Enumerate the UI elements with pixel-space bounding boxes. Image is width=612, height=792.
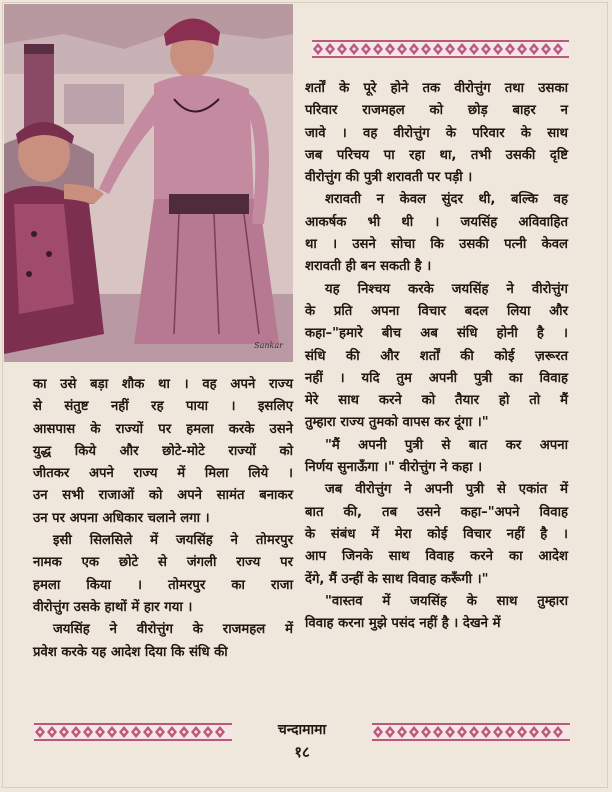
text-line: से संतुष्ट नहीं रह पाया । इसलिए	[33, 399, 293, 415]
text-line: का उसे बड़ा शौक था । वह अपने राज्य	[33, 377, 293, 392]
ornament-dot	[316, 47, 319, 50]
text-line: "मैं अपनी पुत्री से बात कर अपना	[325, 437, 568, 453]
ornament-dot	[352, 47, 355, 50]
ornament-dot	[484, 730, 487, 733]
text-line: वीरोत्तुंग उसके हाथों में हार गया ।	[33, 599, 193, 615]
ornament-dot	[146, 730, 149, 733]
text-line: जावे । वह वीरोत्तुंग के परिवार के साथ	[305, 125, 568, 141]
ornament-dot	[50, 730, 53, 733]
text-line: वीरोत्तुंग की पुत्री शरावती पर पड़ी ।	[305, 170, 473, 186]
text-line: आप जिनके साथ विवाह करने का आदेश	[305, 549, 568, 565]
ornament-dot	[86, 730, 89, 733]
story-text-left-column	[33, 374, 293, 664]
text-line: शरावती ही बन सकती है ।	[305, 259, 432, 275]
ornament-dot	[412, 730, 415, 733]
ornament-dot	[460, 47, 463, 50]
page-number: १८	[294, 743, 310, 761]
ornament-dot	[460, 730, 463, 733]
ornament-pattern-icon	[34, 725, 232, 739]
ornament-dot	[520, 730, 523, 733]
ornament-dot	[74, 730, 77, 733]
ornament-dot	[508, 47, 511, 50]
text-line: के संबंध में मेरा कोई विचार नहीं है ।	[305, 526, 568, 542]
ornament-dot	[556, 47, 559, 50]
text-line: बात की, तब उसने कहा–"अपने विवाह	[305, 504, 568, 520]
text-line: प्रवेश करके यह आदेश दिया कि संधि की	[33, 644, 228, 660]
text-line: के प्रति अपना विचार बदल लिया और	[305, 303, 568, 319]
magazine-title: चन्दामामा	[277, 722, 327, 738]
text-line: था । उसने सोचा कि उसकी पत्नी केवल	[305, 237, 568, 253]
text-line: शरावती न केवल सुंदर थी, बल्कि वह	[325, 192, 568, 208]
text-line: देंगे, मैं उन्हीं के साथ विवाह करूँगी ।"	[305, 571, 489, 587]
text-line: "वास्तव में जयसिंह के साथ तुम्हारा	[325, 593, 568, 609]
text-line: जब वीरोत्तुंग ने अपनी पुत्री से एकांत में	[325, 482, 568, 498]
text-line: नहीं । यदि तुम अपनी पुत्री का विवाह	[305, 370, 568, 386]
ornament-dot	[388, 730, 391, 733]
text-line: तुम्हारा राज्य तुमको वापस कर दूंगा ।"	[305, 415, 489, 431]
ornament-dot	[376, 730, 379, 733]
ornament-dot	[484, 47, 487, 50]
ornament-dot	[376, 47, 379, 50]
ornament-dot	[436, 730, 439, 733]
ornament-dot	[496, 730, 499, 733]
ornament-dot	[436, 47, 439, 50]
illustration-king-and-prince-icon	[4, 4, 293, 362]
ornament-pattern-icon	[372, 725, 570, 739]
ornament-dot	[508, 730, 511, 733]
text-line: शर्तों के पूरे होने तक वीरोत्तुंग तथा उसका	[305, 81, 568, 96]
ornament-dot	[544, 47, 547, 50]
text-line: युद्ध किये और छोटे-मोटे राज्यों को	[33, 443, 293, 459]
ornament-dot	[448, 47, 451, 50]
ornament-dot	[218, 730, 221, 733]
ornament-dot	[472, 730, 475, 733]
text-line: यह निश्चय करके जयसिंह ने वीरोत्तुंग	[325, 281, 568, 297]
ornament-dot	[364, 47, 367, 50]
ornament-dot	[170, 730, 173, 733]
ornament-dot	[556, 730, 559, 733]
ornament-dot	[532, 730, 535, 733]
text-line: जयसिंह ने वीरोत्तुंग के राजमहल में	[53, 622, 293, 638]
ornament-dot	[400, 47, 403, 50]
ornament-dot	[328, 47, 331, 50]
ornament-pattern-icon	[312, 42, 569, 56]
text-line: उन सभी राजाओं को अपने सामंत बनाकर	[33, 488, 293, 504]
text-line: इसी सिलसिले में जयसिंह ने तोमरपुर	[53, 533, 293, 549]
text-line: मेरे साथ करने को तैयार हो तो मैं	[305, 393, 568, 409]
story-text-right-column	[305, 78, 568, 635]
text-line: आकर्षक भी थी । जयसिंह अविवाहित	[305, 214, 568, 230]
artist-signature: Sankar	[254, 341, 283, 350]
text-line: जब परिचय पा रहा था, तभी उसकी दृष्टि	[305, 147, 568, 163]
ornament-dot	[424, 47, 427, 50]
ornament-dot	[544, 730, 547, 733]
decorative-border-bottom-right	[372, 723, 570, 741]
ornament-dot	[98, 730, 101, 733]
decorative-border-bottom-left	[34, 723, 232, 741]
text-line: कहा–"हमारे बीच अब संधि होनी है ।	[305, 326, 568, 342]
ornament-dot	[38, 730, 41, 733]
story-illustration	[4, 4, 293, 362]
ornament-dot	[424, 730, 427, 733]
text-line: नामक एक छोटे से जंगली राज्य पर	[33, 555, 293, 571]
ornament-dot	[520, 47, 523, 50]
ornament-dot	[388, 47, 391, 50]
text-line: हमला किया । तोमरपुर का राजा	[33, 577, 293, 593]
ornament-dot	[496, 47, 499, 50]
ornament-dot	[412, 47, 415, 50]
ornament-dot	[62, 730, 65, 733]
ornament-dot	[158, 730, 161, 733]
ornament-dot	[206, 730, 209, 733]
text-line: निर्णय सुनाऊँगा ।" वीरोत्तुंग ने कहा ।	[305, 460, 483, 476]
text-line: उन पर अपना अधिकार चलाने लगा ।	[33, 510, 210, 526]
ornament-dot	[448, 730, 451, 733]
ornament-dot	[182, 730, 185, 733]
text-line: संधि की और शर्तों की कोई ज़रूरत	[305, 348, 568, 364]
text-line: विवाह करना मुझे पसंद नहीं है । देखने में	[305, 616, 501, 632]
ornament-dot	[340, 47, 343, 50]
ornament-dot	[134, 730, 137, 733]
ornament-dot	[472, 47, 475, 50]
text-line: परिवार राजमहल को छोड़ बाहर न	[305, 103, 568, 119]
ornament-dot	[400, 730, 403, 733]
text-line: आसपास के राज्यों पर हमला करके उसने	[33, 421, 293, 437]
ornament-dot	[122, 730, 125, 733]
decorative-border-top	[312, 40, 569, 58]
text-line: जीतकर अपने राज्य में मिला लिये ।	[33, 466, 293, 482]
ornament-dot	[194, 730, 197, 733]
ornament-dot	[110, 730, 113, 733]
ornament-dot	[532, 47, 535, 50]
